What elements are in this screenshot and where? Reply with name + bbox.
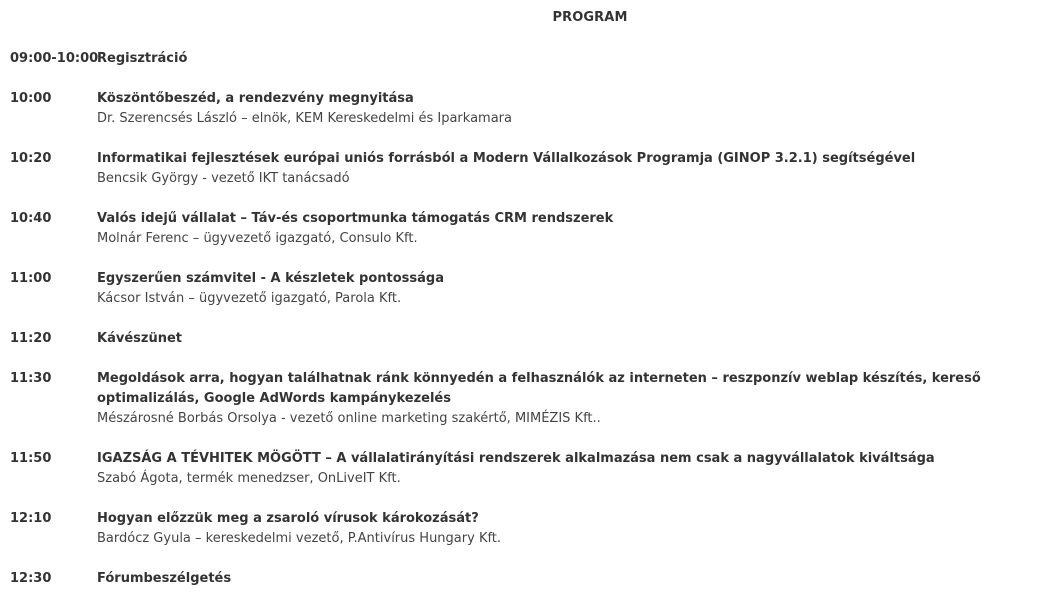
program-title: Megoldások arra, hogyan találhatnak ránk könnyedén a felhasználók az interneten – reszponzív weblap készítés, kereső optimalizálás, Google AdWords kampánykezelés — [97, 371, 981, 406]
program-content — [97, 329, 1047, 349]
program-time: 12:30 — [10, 571, 52, 586]
program-title: Regisztráció — [97, 51, 188, 66]
program-content — [97, 49, 1047, 69]
page-title: PROGRAM — [552, 10, 628, 25]
program-content — [97, 509, 1047, 549]
program-title: Hogyan előzzük meg a zsaroló vírusok károkozását? — [97, 511, 479, 526]
program-content — [97, 269, 1047, 309]
program-speaker: Mészárosné Borbás Orsolya - vezető online marketing szakértő, MIMÉZIS Kft.. — [97, 411, 601, 426]
program-title: Köszöntőbeszéd, a rendezvény megnyitása — [97, 91, 414, 106]
program-speaker: Bardócz Gyula – kereskedelmi vezető, P.Antivírus Hungary Kft. — [97, 531, 502, 546]
program-time: 09:00-10:00 — [10, 51, 99, 66]
program-speaker: Szabó Ágota, termék menedzser, OnLiveIT Kft. — [97, 471, 401, 486]
program-speaker: Kácsor István – ügyvezető igazgató, Parola Kft. — [97, 291, 402, 306]
program-content — [97, 369, 1047, 429]
program-content — [97, 149, 1047, 189]
program-speaker: Molnár Ferenc – ügyvezető igazgató, Consulo Kft. — [97, 231, 418, 246]
program-time: 10:40 — [10, 211, 52, 226]
program-title: Kávészünet — [97, 331, 182, 346]
program-content — [97, 569, 1047, 589]
program-time: 10:20 — [10, 151, 52, 166]
program-title: Fórumbeszélgetés — [97, 571, 232, 586]
program-time: 11:20 — [10, 331, 52, 346]
program-title: Egyszerűen számvitel - A készletek pontossága — [97, 271, 444, 286]
program-content — [97, 89, 1047, 129]
program-speaker: Dr. Szerencsés László – elnök, KEM Kereskedelmi és Iparkamara — [97, 111, 512, 126]
program-content — [97, 209, 1047, 249]
program-title: Informatikai fejlesztések európai uniós forrásból a Modern Vállalkozások Programja (GINOP 3.2.1) segítségével — [97, 151, 916, 166]
program-speaker: Bencsik György - vezető IKT tanácsadó — [97, 171, 350, 186]
program-title: IGAZSÁG A TÉVHITEK MÖGÖTT – A vállalatirányítási rendszerek alkalmazása nem csak a nagyvállalatok kiváltsága — [97, 451, 935, 466]
program-content — [97, 449, 1047, 489]
program-time: 10:00 — [10, 91, 52, 106]
program-time: 11:30 — [10, 371, 52, 386]
program-time: 12:10 — [10, 511, 52, 526]
program-time: 11:00 — [10, 271, 52, 286]
program-title: Valós idejű vállalat – Táv-és csoportmunka támogatás CRM rendszerek — [97, 211, 614, 226]
program-time: 11:50 — [10, 451, 52, 466]
